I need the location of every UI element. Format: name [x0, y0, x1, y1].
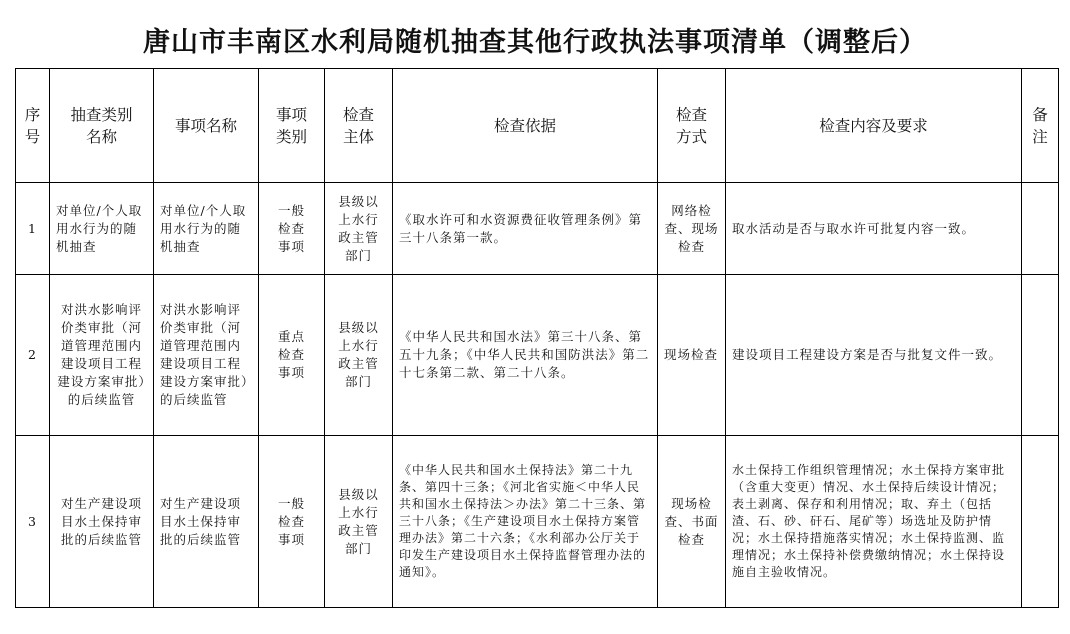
cell-basis: 《中华人民共和国水土保持法》第二十九条、第四十三条；《河北省实施＜中华人民共和国水土保持法＞办法》第二十三条、第三十八条；《生产建设项目水土保持方案管理办法》第二十六条；《水利部办公厅关于印发生产建设项目水土保持监督管理办法的通知》。 — [393, 436, 658, 608]
cell-subject: 县级以上水行政主管部门 — [325, 436, 393, 608]
cell-item-name: 对单位/个人取用水行为的随机抽查 — [154, 183, 259, 275]
cell-seq: 1 — [16, 183, 50, 275]
cell-item-name: 对生产建设项目水土保持审批的后续监管 — [154, 436, 259, 608]
cell-method: 网络检查、现场检查 — [658, 183, 726, 275]
cell-remark — [1022, 275, 1059, 436]
cell-content: 取水活动是否与取水许可批复内容一致。 — [726, 183, 1022, 275]
header-method: 检查方式 — [658, 69, 726, 183]
cell-basis: 《取水许可和水资源费征收管理条例》第三十八条第一款。 — [393, 183, 658, 275]
cell-seq: 2 — [16, 275, 50, 436]
cell-method: 现场检查 — [658, 275, 726, 436]
cell-subject: 县级以上水行政主管部门 — [325, 183, 393, 275]
cell-category: 对生产建设项目水土保持审批的后续监管 — [50, 436, 154, 608]
cell-category: 对单位/个人取用水行为的随机抽查 — [50, 183, 154, 275]
cell-item-name: 对洪水影响评价类审批（河道管理范围内建设项目工程建设方案审批）的后续监管 — [154, 275, 259, 436]
cell-content: 水土保持工作组织管理情况；水土保持方案审批（含重大变更）情况、水土保持后续设计情况；表土剥离、保存和利用情况；取、弃土（包括渣、石、砂、矸石、尾矿等）场选址及防护情况；水土保持措施落实情况；水土保持监测、监理情况；水土保持补偿费缴纳情况；水土保持设施自主验收情况。 — [726, 436, 1022, 608]
cell-item-type: 重点检查事项 — [259, 275, 325, 436]
cell-seq: 3 — [16, 436, 50, 608]
header-item-name: 事项名称 — [154, 69, 259, 183]
inspection-table — [15, 68, 1059, 608]
header-remark: 备注 — [1022, 69, 1059, 183]
table-row — [16, 275, 1059, 436]
cell-content: 建设项目工程建设方案是否与批复文件一致。 — [726, 275, 1022, 436]
header-item-type: 事项类别 — [259, 69, 325, 183]
header-subject: 检查主体 — [325, 69, 393, 183]
table-row — [16, 183, 1059, 275]
table-row — [16, 436, 1059, 608]
cell-item-type: 一般检查事项 — [259, 183, 325, 275]
cell-remark — [1022, 183, 1059, 275]
header-content: 检查内容及要求 — [726, 69, 1022, 183]
header-seq: 序号 — [16, 69, 50, 183]
cell-method: 现场检查、书面检查 — [658, 436, 726, 608]
cell-subject: 县级以上水行政主管部门 — [325, 275, 393, 436]
page-title: 唐山市丰南区水利局随机抽查其他行政执法事项清单（调整后） — [143, 27, 927, 58]
cell-remark — [1022, 436, 1059, 608]
header-category: 抽查类别名称 — [50, 69, 154, 183]
table-header-row — [16, 69, 1059, 183]
cell-item-type: 一般检查事项 — [259, 436, 325, 608]
cell-category: 对洪水影响评价类审批（河道管理范围内建设项目工程建设方案审批）的后续监管 — [50, 275, 154, 436]
header-basis: 检查依据 — [393, 69, 658, 183]
cell-basis: 《中华人民共和国水法》第三十八条、第五十九条；《中华人民共和国防洪法》第二十七条第二款、第二十八条。 — [393, 275, 658, 436]
